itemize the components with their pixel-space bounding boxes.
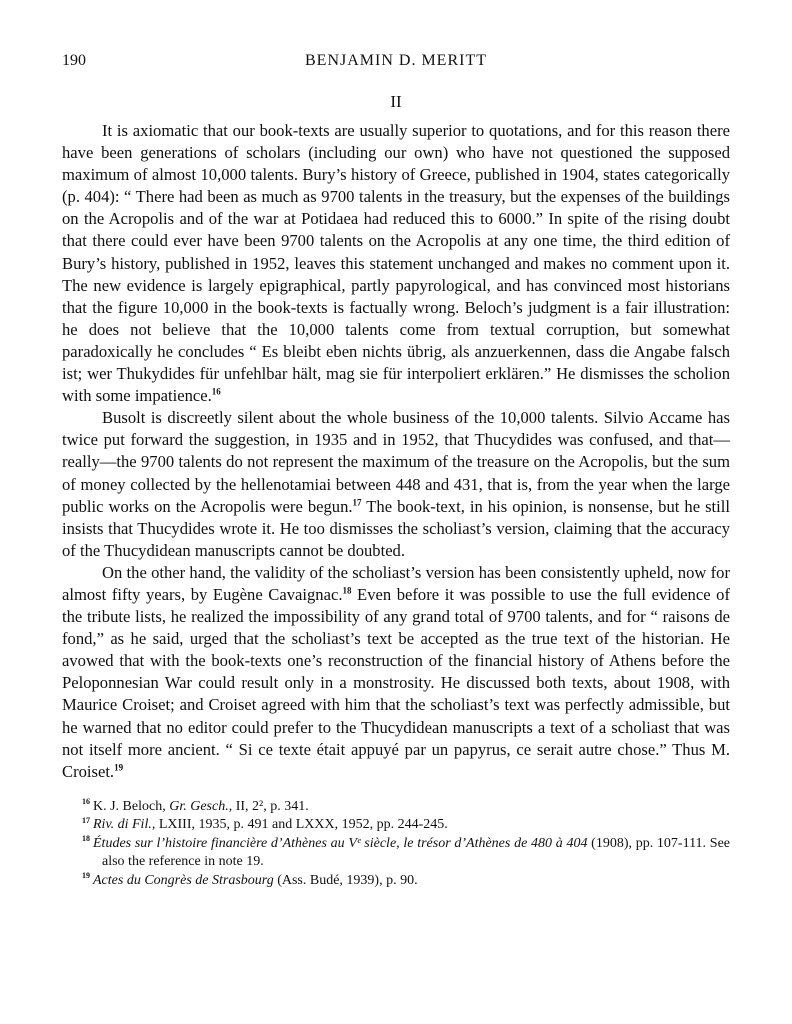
footnotes xyxy=(62,798,730,891)
footnote-text: , LXIII, 1935, p. 491 and LXXX, 1952, pp. 244-245. xyxy=(151,817,448,833)
footnote-title: Études sur l’histoire financière d’Athènes au Vᵉ siècle, le trésor d’Athènes de 480 à 404 xyxy=(93,835,588,851)
page xyxy=(62,52,730,890)
footnote-title: Actes du Congrès de Strasbourg xyxy=(93,872,274,888)
footnote-text: K. J. Beloch, xyxy=(93,798,170,814)
footnote-number: 19 xyxy=(82,871,90,881)
paragraph-text: It is axiomatic that our book-texts are usually superior to quotations, and for this reason there have been generations of scholars (including our own) who have not questioned the supposed maximum of almost 10,000 talents. Bury’s history of Greece, published in 1904, states categorically (p. 404): “ There had been as much as 9700 talents in the treasury, but the expenses of the buildings on the Acropolis and of the war at Potidaea had reduced this to 6000.” In spite of the rising doubt that there could ever have been 9700 talents on the Acropolis at any one time, the third edition of Bury’s history, published in 1952, leaves this statement unchanged and makes no comment upon it. The new evidence is largely epigraphical, partly papyrological, and has convinced most historians that the figure 10,000 in the book-texts is factually wrong. Beloch’s judgment is a fair illustration: he does not believe that the 10,000 talents come from textual corruption, but somewhat paradoxically he concludes “ Es bleibt eben nichts übrig, als anzuerkennen, dass die Angabe falsch ist; wer Thukydides für unfehlbar hält, mag sie für interpoliert erklären.” He dismisses the scholion with some impatience. xyxy=(62,121,730,406)
running-title: BENJAMIN D. MERITT xyxy=(305,52,487,69)
footnote-number: 18 xyxy=(82,834,90,844)
footnote-title: Riv. di Fil. xyxy=(93,817,152,833)
paragraph-text: On the other hand, the validity of the scholiast’s version has been consistently upheld, now for almost fifty years, by Eugène Cavaignac. xyxy=(62,562,730,604)
footnote-text: , II, 2², p. 341. xyxy=(228,798,309,814)
footnote-text: (Ass. Budé, 1939), p. 90. xyxy=(273,872,418,888)
paragraph xyxy=(62,407,730,562)
page-number: 190 xyxy=(62,52,86,69)
section-number: II xyxy=(390,92,402,111)
footnote-19 xyxy=(62,872,730,891)
footnote-16 xyxy=(62,798,730,817)
footnote-number: 17 xyxy=(82,815,90,825)
footnote-text: (1908), pp. 107-111. See also the reference in note 19. xyxy=(102,835,730,870)
paragraph-text: The book-text, in his opinion, is nonsense, but he still insists that Thucydides wrote it. He too dismisses the scholiast’s version, claiming that the accuracy of the Thucydidean manuscripts cannot be doubted. xyxy=(62,496,731,560)
paragraph xyxy=(62,562,730,783)
footnote-18 xyxy=(62,835,730,872)
paragraph-text: Busolt is discreetly silent about the whole business of the 10,000 talents. Silvio Accame has twice put forward the suggestion, in 1935 and in 1952, that Thucydides was confused, and that—really—the 9700 talents do not represent the maximum of the treasure on the Acropolis, but the sum of money collected by the hellenotamiai between 448 and 431, that is, from the year when the large public works on the Acropolis were begun. xyxy=(62,408,730,516)
body-text xyxy=(62,120,730,783)
footnote-number: 16 xyxy=(82,797,90,807)
footnote-17 xyxy=(62,816,730,835)
footnote-ref[interactable]: 18 xyxy=(342,585,352,596)
footnote-ref[interactable]: 17 xyxy=(352,497,362,508)
footnote-ref[interactable]: 16 xyxy=(211,386,221,397)
running-head xyxy=(62,52,730,76)
paragraph xyxy=(62,120,730,407)
paragraph-text: Even before it was possible to use the full evidence of the tribute lists, he realized the impossibility of any grand total of 9700 talents, and for “ raisons de fond,” as he said, urged that the scholiast’s text be accepted as the true text of the historian. He avowed that with the book-texts one’s reconstruction of the financial history of Athens before the Peloponnesian War could result only in a monstrosity. He discussed both texts, about 1908, with Maurice Croiset; and Croiset agreed with him that the scholiast’s text was perfectly admissible, but he warned that no editor could prefer to the Thucydidean manuscripts a text of a scholiast that was not itself more ancient. “ Si ce texte était appuyé par un papyrus, ce serait autre chose.” Thus M. Croiset. xyxy=(62,584,730,781)
footnote-ref[interactable]: 19 xyxy=(114,762,124,773)
footnote-title: Gr. Gesch. xyxy=(169,798,229,814)
